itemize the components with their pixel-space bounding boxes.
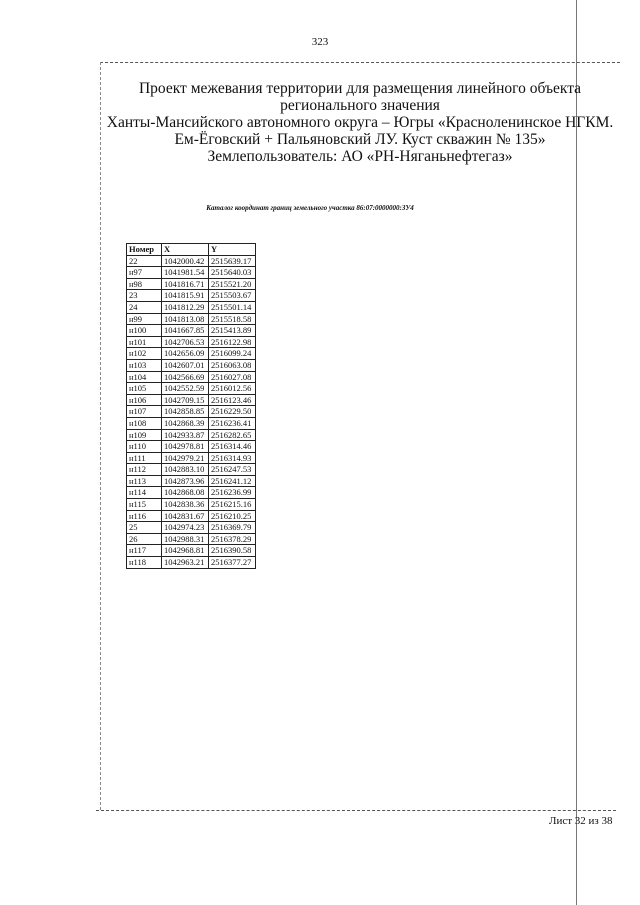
header-number: Номер: [127, 244, 162, 256]
x-cell: 1042933.87: [162, 429, 209, 441]
y-cell: 2515503.67: [209, 290, 256, 302]
y-cell: 2515413.89: [209, 325, 256, 337]
x-cell: 1042566.69: [162, 371, 209, 383]
point-number-cell: н98: [127, 278, 162, 290]
point-number-cell: н107: [127, 406, 162, 418]
x-cell: 1041813.08: [162, 313, 209, 325]
point-number-cell: 23: [127, 290, 162, 302]
table-row: [127, 417, 256, 429]
table-row: [127, 499, 256, 511]
point-number-cell: н97: [127, 267, 162, 279]
y-cell: 2516282.65: [209, 429, 256, 441]
x-cell: 1042858.85: [162, 406, 209, 418]
x-cell: 1041812.29: [162, 301, 209, 313]
y-cell: 2516377.27: [209, 557, 256, 569]
x-cell: 1042838.36: [162, 499, 209, 511]
title-line-5: Землепользователь: АО «РН-Няганьнефтегаз»: [207, 148, 513, 165]
point-number-cell: н101: [127, 336, 162, 348]
y-cell: 2516236.41: [209, 417, 256, 429]
y-cell: 2516210.25: [209, 510, 256, 522]
title-line-2: регионального значения: [280, 97, 440, 114]
table-row: [127, 394, 256, 406]
y-cell: 2516378.29: [209, 533, 256, 545]
table-row: [127, 557, 256, 569]
y-cell: 2516215.16: [209, 499, 256, 511]
point-number-cell: н104: [127, 371, 162, 383]
table-row: [127, 383, 256, 395]
x-cell: 1042883.10: [162, 464, 209, 476]
table-row: [127, 313, 256, 325]
x-cell: 1042831.67: [162, 510, 209, 522]
y-cell: 2516063.08: [209, 359, 256, 371]
point-number-cell: н118: [127, 557, 162, 569]
point-number-cell: н103: [127, 359, 162, 371]
point-number-cell: н105: [127, 383, 162, 395]
x-cell: 1042709.15: [162, 394, 209, 406]
y-cell: 2516236.99: [209, 487, 256, 499]
table-row: [127, 429, 256, 441]
y-cell: 2515501.14: [209, 301, 256, 313]
point-number-cell: н117: [127, 545, 162, 557]
y-cell: 2516241.12: [209, 475, 256, 487]
y-cell: 2516099.24: [209, 348, 256, 360]
page-number: 323: [311, 36, 329, 48]
x-cell: 1042868.08: [162, 487, 209, 499]
y-cell: 2516314.46: [209, 441, 256, 453]
x-cell: 1041815.91: [162, 290, 209, 302]
y-cell: 2516247.53: [209, 464, 256, 476]
x-cell: 1042873.96: [162, 475, 209, 487]
frame-top-border: [100, 62, 620, 63]
x-cell: 1041667.85: [162, 325, 209, 337]
title-line-4: Ем-Ёговский + Пальяновский ЛУ. Куст скважин № 135»: [174, 131, 546, 148]
y-cell: 2516122.98: [209, 336, 256, 348]
table-row: [127, 371, 256, 383]
y-cell: 2516314.93: [209, 452, 256, 464]
point-number-cell: 25: [127, 522, 162, 534]
table-row: [127, 267, 256, 279]
point-number-cell: н113: [127, 475, 162, 487]
document-title: [100, 80, 620, 165]
header-x: X: [162, 244, 209, 256]
y-cell: 2515639.17: [209, 255, 256, 267]
x-cell: 1042963.21: [162, 557, 209, 569]
x-cell: 1042706.53: [162, 336, 209, 348]
point-number-cell: н108: [127, 417, 162, 429]
y-cell: 2516123.46: [209, 394, 256, 406]
sheet-label: Лист 32 из 38: [549, 815, 613, 827]
table-row: [127, 533, 256, 545]
point-number-cell: н116: [127, 510, 162, 522]
table-row: [127, 325, 256, 337]
table-row: [127, 452, 256, 464]
table-row: [127, 290, 256, 302]
table-row: [127, 359, 256, 371]
y-cell: 2516390.58: [209, 545, 256, 557]
frame-left-border: [100, 62, 101, 810]
x-cell: 1042656.09: [162, 348, 209, 360]
table-row: [127, 336, 256, 348]
coordinates-table: [126, 243, 256, 569]
point-number-cell: н114: [127, 487, 162, 499]
table-row: [127, 406, 256, 418]
point-number-cell: 24: [127, 301, 162, 313]
x-cell: 1042000.42: [162, 255, 209, 267]
y-cell: 2516229.50: [209, 406, 256, 418]
x-cell: 1042988.31: [162, 533, 209, 545]
x-cell: 1041981.54: [162, 267, 209, 279]
point-number-cell: 26: [127, 533, 162, 545]
table-row: [127, 441, 256, 453]
title-line-1: Проект межевания территории для размещения линейного объекта: [138, 80, 582, 97]
table-body: [127, 255, 256, 568]
point-number-cell: н110: [127, 441, 162, 453]
point-number-cell: 22: [127, 255, 162, 267]
point-number-cell: н111: [127, 452, 162, 464]
header-y: Y: [209, 244, 256, 256]
x-cell: 1042552.59: [162, 383, 209, 395]
point-number-cell: н109: [127, 429, 162, 441]
table-row: [127, 545, 256, 557]
y-cell: 2515518.58: [209, 313, 256, 325]
table-row: [127, 278, 256, 290]
point-number-cell: н115: [127, 499, 162, 511]
x-cell: 1042979.21: [162, 452, 209, 464]
x-cell: 1042978.81: [162, 441, 209, 453]
table-caption: Каталог координат границ земельного участка 86:07:0000000:ЗУ4: [206, 204, 414, 212]
y-cell: 2516012.56: [209, 383, 256, 395]
table-row: [127, 255, 256, 267]
point-number-cell: н102: [127, 348, 162, 360]
table-row: [127, 475, 256, 487]
table-row: [127, 522, 256, 534]
y-cell: 2515521.20: [209, 278, 256, 290]
x-cell: 1042974.23: [162, 522, 209, 534]
x-cell: 1042968.81: [162, 545, 209, 557]
x-cell: 1041816.71: [162, 278, 209, 290]
point-number-cell: н99: [127, 313, 162, 325]
table-header-row: [127, 244, 256, 256]
frame-bottom-border: [96, 810, 616, 811]
table-row: [127, 487, 256, 499]
point-number-cell: н106: [127, 394, 162, 406]
table-row: [127, 301, 256, 313]
title-line-3: Ханты-Мансийского автономного округа – Югры «Красноленинское НГКМ.: [106, 114, 614, 131]
point-number-cell: н100: [127, 325, 162, 337]
table-row: [127, 510, 256, 522]
point-number-cell: н112: [127, 464, 162, 476]
y-cell: 2516027.08: [209, 371, 256, 383]
y-cell: 2516369.79: [209, 522, 256, 534]
x-cell: 1042868.39: [162, 417, 209, 429]
table-row: [127, 464, 256, 476]
x-cell: 1042607.01: [162, 359, 209, 371]
table-row: [127, 348, 256, 360]
y-cell: 2515640.03: [209, 267, 256, 279]
